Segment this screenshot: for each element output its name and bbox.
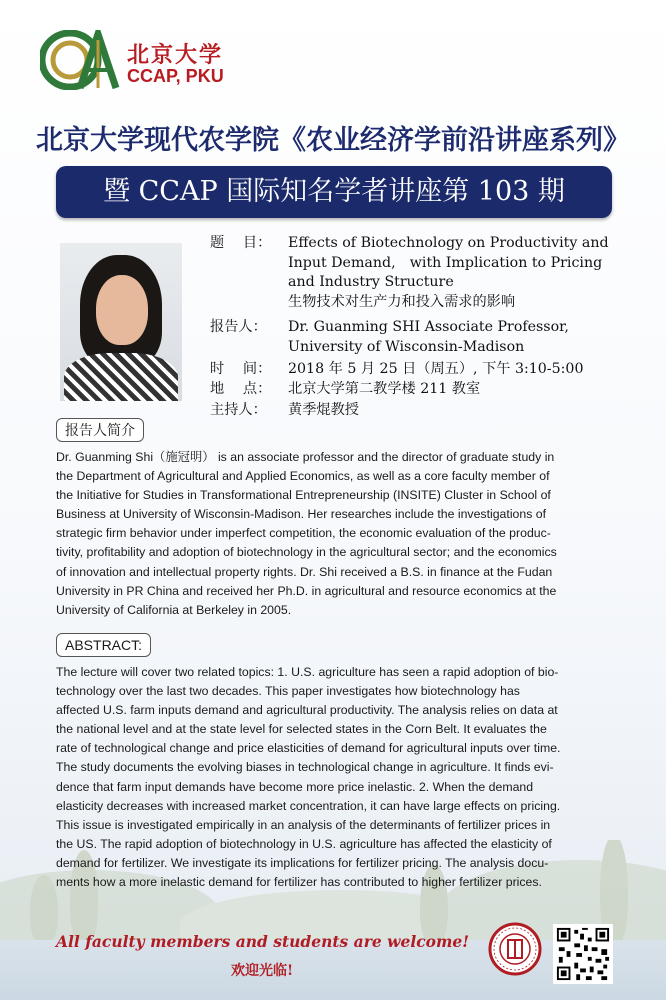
abstract-paragraph (56, 663, 616, 892)
abstract-line: ments how a more inelastic demand for fertilizer has contributed to higher fertilizer prices. (56, 875, 542, 890)
abstract-line: the national level and at the state level for selected states in the Corn Belt. It evaluates the (56, 722, 547, 737)
time-label: 时 间： (210, 361, 272, 377)
qr-code-icon[interactable] (553, 924, 613, 984)
abstract-line: The lecture will cover two related topics: 1. U.S. agriculture has seen a rapid adoption of bio- (56, 665, 559, 679)
time-row (210, 360, 584, 380)
abstract-heading: ABSTRACT: (56, 633, 151, 657)
abstract-line: The study documents the evolving biases in technological change in agriculture. It finds evi- (56, 760, 554, 775)
bio-line: strategic firm behavior under imperfect competition, the economic evaluation of the produc- (56, 526, 551, 541)
place-row (210, 380, 481, 400)
logo-en-text: CCAP, PKU (127, 66, 224, 86)
abstract-line: This issue is investigated empirically in an analysis of the determinants of fertilizer prices in (56, 817, 551, 832)
time-value: 2018 年 5 月 25 日（周五）, 下午 3:10-5:00 (288, 361, 584, 377)
abstract-line: demand for fertilizer. We investigate its implications for fertilizer pricing. The analysis docu- (56, 855, 549, 870)
title-label: 题 目： (210, 235, 272, 251)
host-value: 黄季焜教授 (288, 402, 359, 418)
abstract-line: the US. The rapid adoption of biotechnology in U.S. agriculture has affected the elasticity of (56, 836, 552, 851)
speaker-affiliation: University of Wisconsin-Madison (288, 338, 525, 355)
bio-paragraph (56, 448, 616, 620)
peking-university-seal-icon (488, 922, 542, 976)
abstract-line: dence that farm input demands have become more price inelastic. 2. When the demand (56, 779, 534, 794)
abstract-line: rate of technological change and price elasticities of demand for agricultural inputs over time. (56, 741, 561, 756)
speaker-name: Dr. Guanming SHI Associate Professor, (288, 319, 569, 335)
bio-line: the Department of Agricultural and Applied Economics, as well as a core faculty member of (56, 469, 550, 484)
place-value: 北京大学第二教学楼 211 教室 (288, 381, 481, 397)
series-title: 北京大学现代农学院《农业经济学前沿讲座系列》 (36, 125, 630, 156)
bio-line: tivity, profitability and adoption of biotechnology in the agricultural sector; and the economics (56, 545, 557, 560)
host-label: 主持人： (210, 402, 267, 418)
bio-line: Dr. Guanming Shi（施冠明） is an associate professor and the director of graduate study in (56, 450, 555, 464)
bio-heading: 报告人简介 (56, 418, 144, 442)
abstract-line: elasticity decreases with increased market concentration, it can have large effects on pricing. (56, 798, 561, 813)
speaker-label: 报告人： (210, 319, 267, 335)
place-label: 地 点： (210, 381, 272, 397)
bio-line: the Initiative for Studies in Transformational Entrepreneurship (INSITE) Cluster in School of (56, 488, 551, 503)
welcome-cn: 欢迎光临! (231, 963, 294, 979)
speaker-photo (60, 243, 182, 401)
bio-line: University in PR China and received her Ph.D. in agricultural and resource economics at the (56, 583, 557, 598)
abstract-line: affected U.S. farm inputs demand and agricultural productivity. The analysis relies on data at (56, 703, 558, 718)
bio-line: University of California at Berkeley in 2005. (56, 602, 292, 617)
host-row (210, 401, 359, 421)
speaker-row (210, 318, 569, 338)
lecture-banner (56, 166, 612, 218)
bio-line: of innovation and intellectual property rights. Dr. Shi received a B.S. in finance at the Fudan (56, 564, 553, 579)
logo-cn-text: 北京大学 (127, 42, 224, 68)
welcome-en: All faculty members and students are welcome! (56, 932, 470, 951)
title-en-2: Input Demand, with Implication to Pricing (288, 254, 603, 271)
title-en-3: and Industry Structure (288, 274, 454, 290)
ccap-logo-icon (40, 30, 122, 90)
title-cn: 生物技术对生产力和投入需求的影响 (288, 293, 516, 310)
lecture-banner-text: 暨 CCAP 国际知名学者讲座第 103 期 (103, 176, 565, 207)
bio-line: Business at University of Wisconsin-Madison. Her researches include the investigations of (56, 507, 547, 522)
title-row (210, 234, 609, 254)
abstract-line: technology over the last two decades. This paper investigates how biotechnology has (56, 684, 520, 699)
title-en-1: Effects of Biotechnology on Productivity and (288, 235, 609, 251)
